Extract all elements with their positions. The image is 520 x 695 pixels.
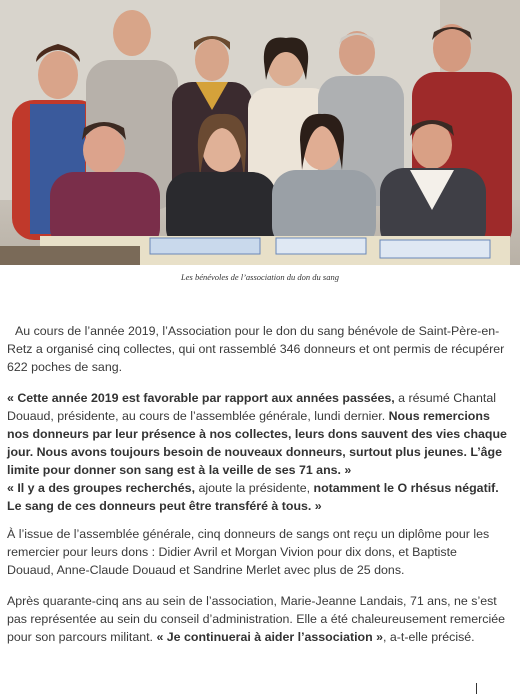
quote-bold-2: Nous remercions nos donneurs par leur présence à nos collectes, leurs dons sauvent des vies chaque jour. Nous avons toujours besoin de nouveaux donneurs, surtout plus jeunes. L’âge limite pour donner son sang est à la veille de ses 71 ans. » [7,409,507,477]
quote-bold-4: notamment le O rhésus négatif. Le sang de ces donneurs peut être transféré à tous. » [7,481,499,513]
photo-caption: Les bénévoles de l’association du don du sang [181,272,339,282]
paragraph-farewell [7,592,507,646]
text-cursor [476,683,477,694]
quote-bold-3: « Il y a des groupes recherchés, [7,481,196,495]
farewell-quote: « Je continuerai à aider l’association » [156,630,384,644]
group-photo-illustration [0,0,520,265]
farewell-text-2: , a-t-elle précisé. [383,630,475,644]
quote-bold-1: « Cette année 2019 est favorable par rapport aux années passées, [7,391,395,405]
paragraph-diplomas: À l’issue de l’assemblée générale, cinq donneurs de sangs ont reçu un diplôme pour les remercier pour leurs dons : Didier Avril et Morgan Vivion pour dix dons, et Baptiste Douaud, Anne-Claude Douaud et Sandrine Merlet avec plus de 25 dons. [7,527,490,577]
article-body [7,322,507,659]
paragraph-intro: Au cours de l’année 2019, l’Association pour le don du sang bénévole de Saint-Père-en-Retz a organisé cinq collectes, qui ont rassemblé 346 donneurs et ont permis de récupérer 622 poches de sang. [7,324,505,374]
paragraph-quotes [7,389,507,515]
group-photo [0,0,520,265]
quote-text-1: a résumé Chantal Douaud, présidente, au cours de l’assemblée générale, lundi dernier. [7,391,496,423]
farewell-text-1: Après quarante-cinq ans au sein de l’association, Marie-Jeanne Landais, 71 ans, ne s’est pas représentée au sein du conseil d’administration. Elle a été chaleureusement remerciée pour son parcours militant. [7,594,505,644]
quote-text-2: ajoute la présidente, [195,481,314,495]
